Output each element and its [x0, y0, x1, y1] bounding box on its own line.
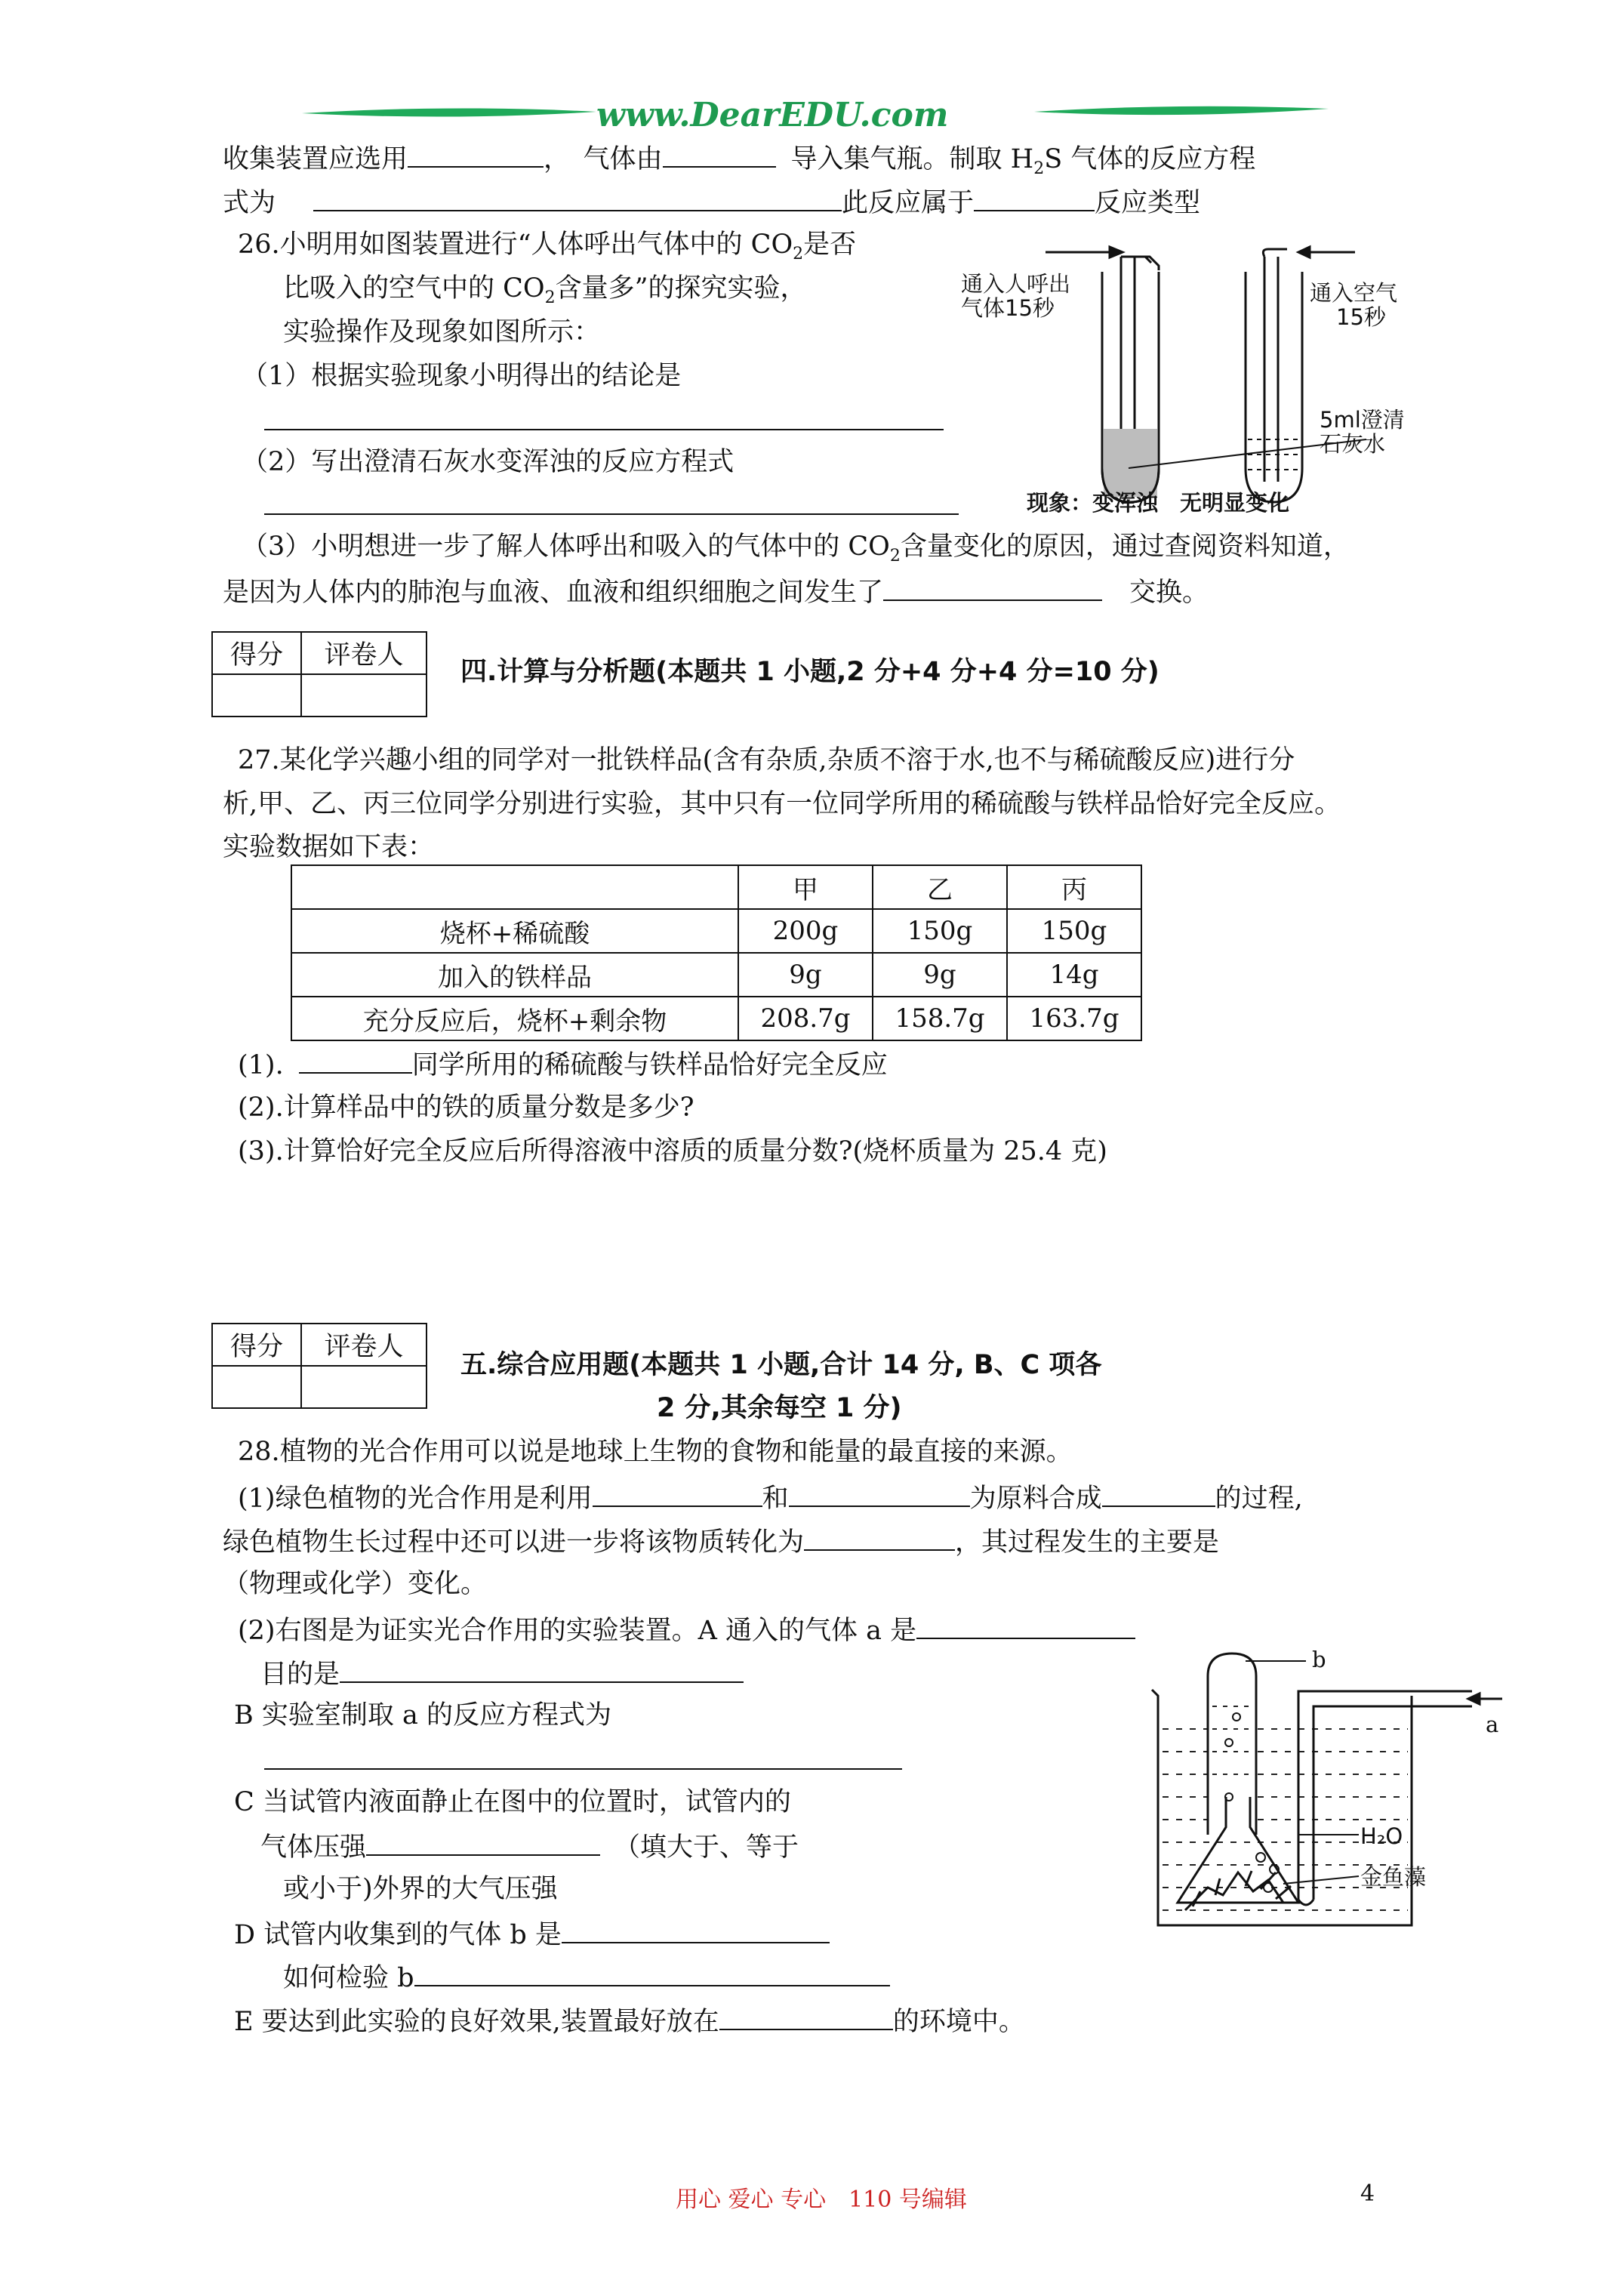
subscript: 2 — [793, 245, 804, 264]
score-label: 得分 — [212, 1324, 301, 1366]
q28-part-2 — [238, 1612, 1135, 1647]
q25-text: ， 气体由 — [544, 144, 663, 174]
table-header-cell: 乙 — [873, 865, 1007, 909]
fig-label-b: b — [1312, 1647, 1326, 1672]
q26-text: （3）小明想进一步了解人体呼出和吸入的气体中的 CO — [242, 532, 890, 562]
reviewer-cell[interactable] — [301, 1366, 427, 1408]
table-header-cell: 丙 — [1007, 865, 1141, 909]
section5-title-2: 2 分,其余每空 1 分) — [657, 1393, 902, 1423]
gas-inlet-arrow-icon — [1468, 1693, 1502, 1704]
answer-blank[interactable] — [408, 140, 544, 168]
q26-part-2: （2）写出澄清石灰水变浑浊的反应方程式 — [242, 447, 735, 477]
table-cell: 208.7g — [738, 997, 873, 1040]
cloudy-limewater — [1104, 429, 1157, 497]
q28-text: 目的是 — [260, 1660, 340, 1690]
q28-text: 的环境中。 — [892, 2007, 1025, 2037]
q28-part-1-line-2 — [223, 1524, 1219, 1559]
arrow-in-right-icon — [1298, 247, 1355, 257]
q28-part-1-line-3: （物理或化学）变化。 — [223, 1569, 488, 1599]
section4-title: 四.计算与分析题(本题共 1 小题,2 分+4 分+4 分=10 分) — [460, 657, 1160, 687]
q25-text: 此反应属于 — [842, 188, 975, 218]
fig-result: 现象：变浑浊 无明显变化 — [1027, 490, 1290, 516]
q25-line-2 — [223, 184, 1200, 220]
q26-text: 含量变化的原因，通过查阅资料知道， — [900, 532, 1350, 562]
table-cell: 150g — [1007, 909, 1141, 953]
q26-text: 交换。 — [1129, 578, 1209, 608]
table-row — [291, 953, 1141, 997]
q28-text: 绿色植物生长过程中还可以进一步将该物质转化为 — [223, 1527, 805, 1558]
q27-data-table — [291, 864, 1142, 1041]
plant-pointer — [1283, 1876, 1359, 1884]
q25-text: S 气体的反应方程 — [1044, 144, 1256, 174]
table-cell: 烧杯+稀硫酸 — [291, 909, 738, 953]
q26-part-3-line-2 — [223, 574, 1209, 609]
q26-part-3-line-1 — [242, 530, 1350, 573]
q25-text: 反应类型 — [1095, 188, 1201, 218]
q28-part-B: B 实验室制取 a 的反应方程式为 — [234, 1700, 611, 1730]
score-cell[interactable] — [212, 674, 301, 717]
table-cell: 14g — [1007, 953, 1141, 997]
reviewer-cell[interactable] — [301, 674, 427, 717]
fig-right-label-1: 通入空气 — [1310, 280, 1398, 306]
q26-text: 26.小明用如图装置进行“人体呼出气体中的 CO — [238, 230, 793, 260]
q28-text: ，其过程发生的主要是 — [955, 1527, 1220, 1558]
subscript: 2 — [889, 547, 901, 566]
subscript: 2 — [544, 288, 556, 307]
reviewer-label: 评卷人 — [301, 632, 427, 674]
q26-part-1: （1）根据实验现象小明得出的结论是 — [242, 361, 682, 391]
table-cell: 9g — [738, 953, 873, 997]
table-cell: 163.7g — [1007, 997, 1141, 1040]
q28-text: 和 — [762, 1484, 789, 1514]
fig-label-plant: 金鱼藻 — [1360, 1864, 1427, 1890]
q27-stem-1: 27.某化学兴趣小组的同学对一批铁样品(含有杂质,杂质不溶于水,也不与稀硫酸反应)进行分 — [238, 745, 1295, 775]
q28-text: 如何检验 b — [283, 1963, 414, 1993]
beaker — [1152, 1690, 1412, 1925]
q25-text: 导入集气瓶。制取 H — [790, 144, 1034, 174]
q28-text: D 试管内收集到的气体 b 是 — [234, 1920, 562, 1950]
q28-part-C-1: C 当试管内液面静止在图中的位置时，试管内的 — [234, 1787, 791, 1817]
answer-blank[interactable] — [804, 1524, 955, 1551]
q28-stem: 28.植物的光合作用可以说是地球上生物的食物和能量的最直接的来源。 — [238, 1437, 1073, 1467]
answer-blank[interactable] — [719, 2003, 893, 2030]
q26-text: 含量多”的探究实验， — [555, 273, 807, 304]
q27-stem-3: 实验数据如下表： — [223, 832, 435, 862]
arrow-in-left-icon — [1046, 247, 1123, 257]
score-cell[interactable] — [212, 1366, 301, 1408]
table-header-cell — [291, 865, 738, 909]
q27-sub-2: (2).计算样品中的铁的质量分数是多少? — [238, 1093, 694, 1123]
q28-part-D-1 — [234, 1916, 830, 1952]
q28-part-1-line-1 — [238, 1480, 1303, 1515]
footer-text: 用心 爱心 专心 110 号编辑 — [676, 2187, 967, 2213]
q28-text: 为原料合成 — [969, 1484, 1102, 1514]
section5-title-1: 五.综合应用题(本题共 1 小题,合计 14 分, B、C 项各 — [460, 1350, 1102, 1380]
fig-lime-label-2: 石灰水 — [1320, 431, 1386, 457]
score-label: 得分 — [212, 632, 301, 674]
answer-blank[interactable] — [593, 1480, 762, 1507]
q28-text: (1)绿色植物的光合作用是利用 — [238, 1484, 593, 1514]
table-cell: 9g — [873, 953, 1007, 997]
right-test-tube — [1246, 249, 1302, 502]
q27-sub-3: (3).计算恰好完全反应后所得溶液中溶质的质量分数?(烧杯质量为 25.4 克) — [238, 1136, 1107, 1166]
answer-blank[interactable] — [299, 1046, 412, 1074]
fig-lime-label-1: 5ml澄清 — [1320, 407, 1405, 433]
photosynthesis-figure — [1147, 1646, 1502, 1933]
answer-line[interactable] — [264, 1768, 902, 1770]
q26-stem-2 — [283, 272, 807, 315]
fig-label-h2o: H₂O — [1360, 1823, 1403, 1849]
answer-blank[interactable] — [974, 184, 1095, 211]
answer-blank[interactable] — [340, 1656, 744, 1683]
answer-blank[interactable] — [414, 1959, 890, 1986]
q26-text: 是否 — [803, 230, 857, 260]
q28-part-C-2 — [260, 1829, 799, 1864]
table-header-row — [291, 865, 1141, 909]
q25-text: 式为 — [223, 188, 276, 218]
q26-stem-3: 实验操作及现象如图所示： — [283, 317, 601, 347]
table-row — [291, 997, 1141, 1040]
q27-text: 同学所用的稀硫酸与铁样品恰好完全反应 — [411, 1050, 888, 1080]
grade-box-section4 — [211, 631, 427, 717]
q28-part-E — [234, 2003, 1025, 2039]
grade-box-section5 — [211, 1323, 427, 1409]
q27-text: (1). — [238, 1050, 284, 1080]
q26-text: 是因为人体内的肺泡与血液、血液和组织细胞之间发生了 — [223, 578, 884, 608]
q28-text: E 要达到此实验的良好效果,装置最好放在 — [234, 2007, 719, 2037]
q28-part-2-purpose — [260, 1656, 744, 1691]
banner-swoosh-left — [302, 108, 596, 116]
clear-limewater — [1248, 439, 1300, 470]
q28-text: 的过程, — [1215, 1484, 1303, 1514]
subscript: 2 — [1033, 159, 1045, 178]
q26-text: 比吸入的空气中的 CO — [283, 273, 545, 304]
q28-part-C-3: 或小于)外界的大气压强 — [283, 1874, 558, 1904]
reviewer-label: 评卷人 — [301, 1324, 427, 1366]
table-row — [291, 909, 1141, 953]
answer-blank[interactable] — [789, 1480, 970, 1507]
answer-blank[interactable] — [883, 574, 1102, 601]
q28-part-D-2 — [283, 1959, 890, 1995]
answer-line[interactable] — [264, 513, 959, 515]
page-number: 4 — [1360, 2180, 1375, 2207]
answer-blank[interactable] — [916, 1612, 1135, 1639]
table-cell: 200g — [738, 909, 873, 953]
fig-right-label-2: 15秒 — [1336, 304, 1386, 330]
q28-text: （填大于、等于 — [614, 1832, 799, 1863]
table-cell: 150g — [873, 909, 1007, 953]
answer-blank[interactable] — [562, 1916, 830, 1943]
table-header-cell: 甲 — [738, 865, 873, 909]
answer-blank[interactable] — [663, 140, 776, 168]
answer-blank[interactable] — [313, 184, 842, 211]
answer-blank[interactable] — [366, 1829, 600, 1856]
q25-text: 收集装置应选用 — [223, 144, 408, 174]
fig-left-label-2: 气体15秒 — [961, 295, 1055, 321]
banner-swoosh-right — [1034, 106, 1329, 115]
table-cell: 158.7g — [873, 997, 1007, 1040]
q26-stem-1 — [238, 228, 856, 271]
q28-text: 气体压强 — [260, 1832, 367, 1863]
q27-stem-2: 析,甲、乙、丙三位同学分别进行实验，其中只有一位同学所用的稀硫酸与铁样品恰好完全反应。 — [223, 789, 1341, 819]
answer-line[interactable] — [264, 429, 944, 430]
q27-sub-1 — [238, 1046, 888, 1082]
table-cell: 充分反应后，烧杯+剩余物 — [291, 997, 738, 1040]
fig-label-a: a — [1486, 1712, 1499, 1737]
answer-blank[interactable] — [1102, 1480, 1215, 1507]
q25-line-1 — [223, 140, 1255, 186]
site-logo: www.DearEDU.com — [596, 96, 949, 134]
table-cell: 加入的铁样品 — [291, 953, 738, 997]
aquatic-plant — [1185, 1871, 1291, 1910]
fig-left-label-1: 通入人呼出 — [961, 271, 1071, 297]
q28-text: (2)右图是为证实光合作用的实验装置。A 通入的气体 a 是 — [238, 1616, 917, 1646]
